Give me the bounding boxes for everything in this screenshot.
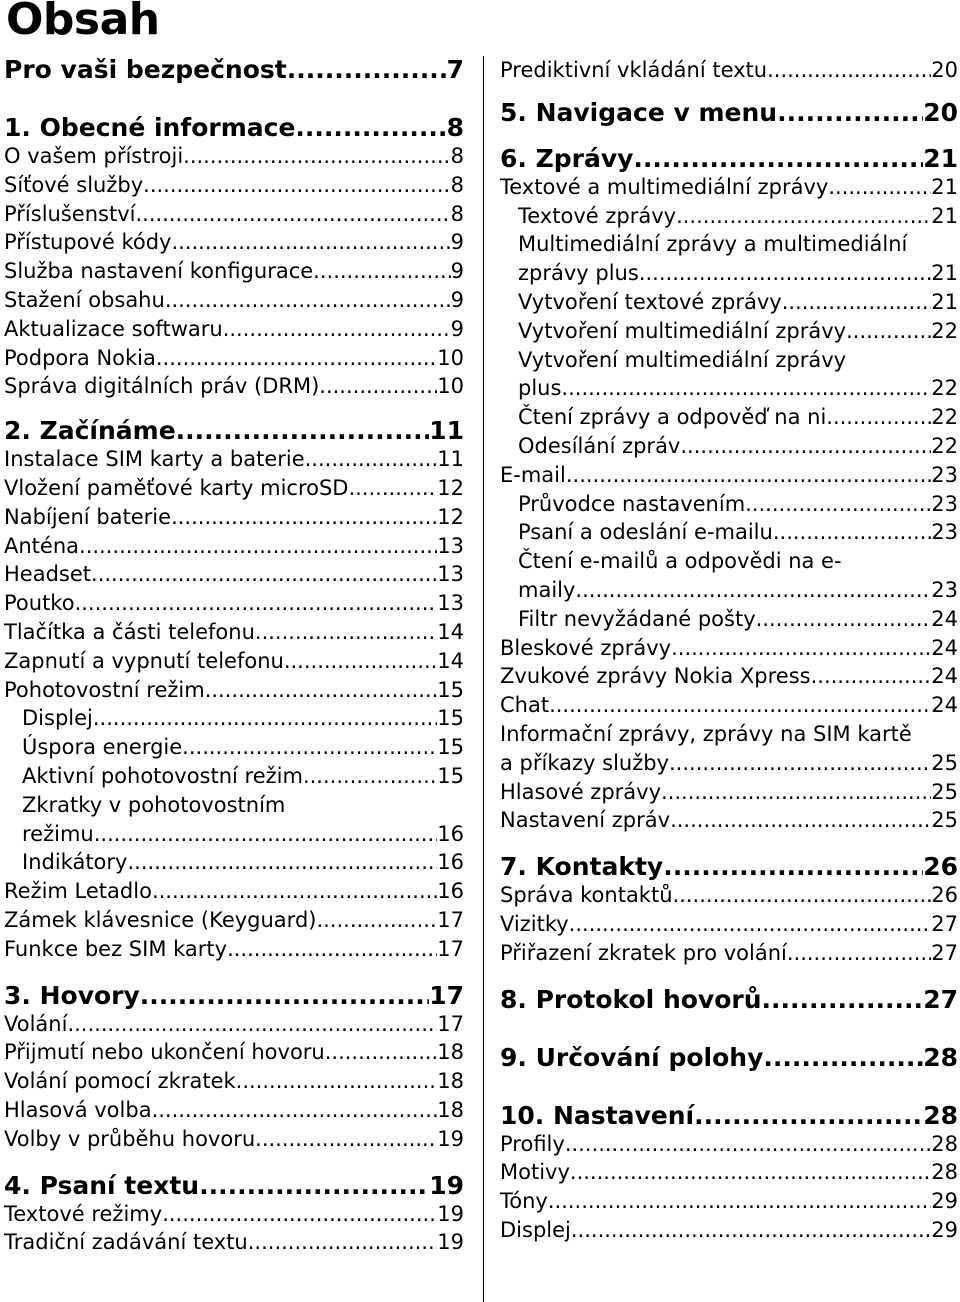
toc-entry-label: Přijmutí nebo ukončení hovoru	[4, 1040, 325, 1065]
dot-leader	[826, 403, 931, 432]
toc-entry[interactable]	[500, 806, 958, 835]
toc-page-number: 25	[931, 808, 958, 833]
dot-leader	[745, 490, 931, 519]
toc-entry[interactable]	[500, 374, 958, 403]
toc-page-number: 20	[931, 58, 958, 82]
toc-page-number: 27	[931, 940, 958, 965]
dot-leader	[152, 1096, 438, 1125]
toc-entry[interactable]	[4, 474, 464, 503]
toc-entry-label-line: Multimediální zprávy a multimediální	[518, 232, 908, 257]
page-title: Obsah	[6, 0, 160, 45]
toc-page-number: 20	[923, 98, 958, 127]
toc-page-number: 21	[931, 174, 958, 199]
toc-entry-label: Indikátory	[22, 850, 128, 875]
toc-page-number: 29	[931, 1189, 958, 1214]
toc-entry-label: Chat	[500, 693, 550, 718]
toc-page-number: 15	[437, 706, 464, 731]
toc-entry-label: Přiřazení zkratek pro volání	[500, 940, 787, 965]
dot-leader	[248, 1228, 438, 1257]
toc-column-left	[4, 56, 464, 1257]
toc-entry[interactable]	[4, 315, 464, 344]
toc-page-number: 8	[446, 114, 464, 142]
dot-leader	[316, 906, 437, 935]
dot-leader	[661, 778, 931, 807]
toc-entry[interactable]	[4, 762, 464, 791]
dot-leader	[673, 881, 932, 910]
toc-page-number: 8	[450, 172, 464, 197]
toc-page-number: 16	[437, 821, 464, 846]
toc-entry[interactable]	[4, 733, 464, 762]
dot-leader	[767, 56, 931, 85]
toc-page-number: 9	[450, 259, 464, 284]
toc-entry[interactable]	[4, 848, 464, 877]
dot-leader	[756, 605, 932, 634]
dot-leader	[165, 286, 451, 315]
dot-leader	[236, 1067, 438, 1096]
toc-entry-label: Správa digitálních práv (DRM)	[4, 374, 320, 399]
dot-leader	[127, 848, 437, 877]
dot-leader	[787, 939, 931, 968]
dot-leader	[566, 461, 931, 490]
toc-entry[interactable]	[4, 1125, 464, 1154]
toc-entry-label: Volby v průběhu hovoru	[4, 1126, 256, 1151]
toc-entry[interactable]	[500, 259, 958, 288]
toc-page-number: 19	[437, 1201, 464, 1226]
toc-entry-label: 5. Navigace v menu	[500, 98, 778, 127]
toc-entry[interactable]	[500, 910, 958, 939]
toc-page-number: 14	[437, 648, 464, 673]
toc-page-number: 24	[931, 693, 958, 718]
toc-page-number: 26	[931, 883, 958, 908]
toc-entry-label: Aktualizace softwaru	[4, 316, 223, 341]
toc-entry-label: Tóny	[500, 1189, 548, 1214]
toc-entry[interactable]	[500, 288, 958, 317]
toc-entry[interactable]	[4, 1200, 464, 1229]
toc-entry-label: Správa kontaktů	[500, 883, 673, 908]
toc-entry-label: 10. Nastavení	[500, 1101, 695, 1130]
toc-entry-label: 1. Obecné informace	[4, 114, 296, 142]
toc-page-number: 12	[437, 504, 464, 529]
toc-page-number: 13	[437, 562, 464, 587]
toc-page-number: 15	[437, 763, 464, 788]
toc-entry-label: 7. Kontakty	[500, 853, 664, 882]
dot-leader	[171, 503, 437, 532]
dot-leader	[670, 806, 931, 835]
toc-entry-label: Tradiční zadávání textu	[4, 1230, 248, 1255]
toc-section-heading[interactable]	[500, 1102, 958, 1130]
toc-entry-label: Pohotovostní režim	[4, 677, 205, 702]
toc-page-number: 28	[931, 1131, 958, 1156]
toc-entry-label: Zámek klávesnice (Keyguard)	[4, 907, 317, 932]
toc-page-number: 11	[437, 447, 464, 472]
toc-page-number: 17	[429, 981, 464, 1010]
toc-entry-label: Psaní a odeslání e-mailu	[518, 520, 773, 545]
toc-entry-label: Služba nastavení konfigurace	[4, 259, 314, 284]
toc-entry-label: Textové zprávy	[518, 203, 677, 228]
toc-section-heading[interactable]	[4, 417, 464, 445]
toc-entry-label: 9. Určování polohy	[500, 1043, 764, 1072]
toc-page-number: 19	[437, 1230, 464, 1255]
toc-entry-label: Funkce bez SIM karty	[4, 936, 228, 961]
toc-entry[interactable]	[4, 171, 464, 200]
toc-page-number: 23	[931, 491, 958, 516]
toc-entry[interactable]	[4, 1067, 464, 1096]
toc-entry-label: Filtr nevyžádané pošty	[518, 606, 756, 631]
toc-entry-label: Prediktivní vkládání textu	[500, 58, 768, 82]
toc-page-number: 18	[437, 1040, 464, 1065]
dot-leader	[171, 228, 450, 257]
toc-page-number: 7	[446, 56, 464, 84]
toc-page-number: 16	[437, 850, 464, 875]
dot-leader	[569, 910, 932, 939]
toc-page-number: 8	[450, 201, 464, 226]
dot-leader	[93, 704, 437, 733]
dot-leader	[67, 1010, 437, 1039]
toc-entry-label: režimu	[22, 821, 94, 846]
toc-page-number: 24	[931, 664, 958, 689]
toc-page-number: 16	[437, 879, 464, 904]
toc-entry-label: Textové a multimediální zprávy	[500, 174, 829, 199]
toc-entry[interactable]	[4, 1228, 464, 1257]
toc-entry-label: E-mail	[500, 462, 566, 487]
toc-page-number: 22	[931, 405, 958, 430]
toc-entry[interactable]	[500, 939, 958, 968]
dot-leader	[182, 733, 437, 762]
toc-entry[interactable]	[4, 445, 464, 474]
toc-page-number: 13	[437, 591, 464, 616]
toc-entry-label: Profily	[500, 1131, 565, 1156]
toc-entry-label-line: Informační zprávy, zprávy na SIM kartě	[500, 721, 912, 746]
toc-page-number: 21	[931, 289, 958, 314]
toc-page-number: 17	[437, 936, 464, 961]
toc-page-number: 11	[429, 417, 464, 446]
toc-entry-label: Vizitky	[500, 911, 569, 936]
toc-page-number: 17	[437, 1011, 464, 1036]
toc-page-number: 15	[437, 677, 464, 702]
toc-entry-label: 6. Zprávy	[500, 144, 634, 173]
toc-entry[interactable]	[500, 173, 958, 202]
toc-entry-label: Hlasové zprávy	[500, 779, 662, 804]
toc-page-number: 15	[437, 735, 464, 760]
toc-page-number: 21	[931, 203, 958, 228]
toc-page-number: 23	[931, 520, 958, 545]
toc-page-number: 9	[450, 287, 464, 312]
toc-page-number: 23	[931, 462, 958, 487]
toc-entry-label: Instalace SIM karty a baterie	[4, 447, 305, 472]
toc-page-number: 22	[931, 376, 958, 401]
dot-leader	[94, 820, 438, 849]
toc-page-number: 19	[437, 1126, 464, 1151]
toc-section-heading[interactable]	[500, 145, 958, 173]
toc-entry[interactable]	[4, 142, 464, 171]
toc-entry-label: Displej	[22, 706, 93, 731]
toc-entry-label: 2. Začínáme	[4, 417, 176, 446]
dot-leader	[763, 1044, 923, 1072]
toc-entry-label: 8. Protokol hovorů	[500, 985, 762, 1014]
toc-entry-label: Displej	[500, 1217, 571, 1242]
dot-leader	[639, 259, 931, 288]
toc-entry-label: Zapnutí a vypnutí telefonu	[4, 648, 284, 673]
toc-entry-label: Podpora Nokia	[4, 345, 156, 370]
toc-entry[interactable]	[4, 532, 464, 561]
toc-entry[interactable]	[4, 618, 464, 647]
toc-entry[interactable]	[500, 662, 958, 691]
dot-leader	[313, 257, 450, 286]
toc-page-number: 24	[931, 635, 958, 660]
dot-leader	[156, 344, 437, 373]
dot-leader	[305, 445, 438, 474]
toc-page-number: 21	[923, 144, 958, 173]
dot-leader	[575, 576, 931, 605]
toc-entry-label: Úspora energie	[22, 735, 183, 760]
toc-entry-label: Vložení paměťové karty microSD	[4, 475, 349, 500]
toc-entry-label: a příkazy služby	[500, 750, 669, 775]
toc-entry-label-line: Zkratky v pohotovostním	[22, 792, 286, 817]
dot-leader	[663, 853, 923, 881]
toc-entry-label: Motivy	[500, 1160, 570, 1185]
toc-section-heading[interactable]	[500, 853, 958, 881]
toc-entry-label: Volání pomocí zkratek	[4, 1069, 236, 1094]
toc-page-number: 9	[450, 230, 464, 255]
dot-leader	[183, 142, 450, 171]
toc-entry[interactable]	[500, 490, 958, 519]
dot-leader	[561, 374, 931, 403]
toc-page-number: 28	[931, 1160, 958, 1185]
toc-entry[interactable]	[500, 576, 958, 605]
toc-entry[interactable]	[4, 503, 464, 532]
toc-entry[interactable]	[500, 1216, 958, 1245]
toc-page-number: 10	[437, 345, 464, 370]
column-divider	[483, 56, 484, 1302]
toc-entry[interactable]	[500, 1187, 958, 1216]
dot-leader	[671, 634, 931, 663]
dot-leader	[152, 877, 437, 906]
toc-page-number: 25	[931, 750, 958, 775]
toc-page-number: 28	[923, 1101, 958, 1130]
dot-leader	[782, 288, 932, 317]
toc-entry-label: Přístupové kódy	[4, 230, 172, 255]
toc-entry-label: Nabíjení baterie	[4, 504, 172, 529]
toc-page-number: 9	[450, 316, 464, 341]
dot-leader	[669, 749, 931, 778]
toc-section-heading[interactable]	[4, 114, 464, 142]
toc-page-number: 8	[450, 144, 464, 168]
toc-entry-label: Zvukové zprávy Nokia Xpress	[500, 664, 811, 689]
dot-leader	[348, 474, 437, 503]
toc-entry[interactable]	[4, 372, 464, 401]
toc-entry-label: Síťové služby	[4, 172, 144, 197]
toc-page-number: 23	[931, 577, 958, 602]
toc-entry-label: O vašem přístroji	[4, 144, 184, 168]
dot-leader	[694, 1102, 923, 1130]
dot-leader	[325, 1038, 438, 1067]
dot-leader	[846, 317, 931, 346]
toc-section-heading[interactable]	[4, 1172, 464, 1200]
toc-entry-label: Režim Letadlo	[4, 879, 152, 904]
toc-entry-label: Vytvoření multimediální zprávy	[518, 318, 847, 343]
dot-leader	[255, 618, 437, 647]
toc-entry-label: Tlačítka a části telefonu	[4, 619, 255, 644]
toc-section-heading[interactable]	[4, 982, 464, 1010]
dot-leader	[633, 145, 923, 173]
toc-entry[interactable]	[500, 461, 958, 490]
toc-page-number: 27	[923, 985, 958, 1014]
dot-leader	[162, 1200, 437, 1229]
toc-entry-label: Příslušenství	[4, 201, 136, 226]
toc-entry-label: Volání	[4, 1011, 68, 1036]
dot-leader	[777, 99, 923, 127]
dot-leader	[135, 200, 450, 229]
dot-leader	[205, 676, 438, 705]
dot-leader	[570, 1158, 931, 1187]
toc-page-number: 21	[931, 261, 958, 286]
toc-entry-label: Hlasová volba	[4, 1097, 152, 1122]
dot-leader	[549, 691, 931, 720]
dot-leader	[75, 589, 438, 618]
dot-leader	[319, 372, 437, 401]
toc-entry[interactable]	[4, 877, 464, 906]
toc-entry[interactable]	[500, 605, 958, 634]
toc-entry[interactable]	[500, 403, 958, 432]
dot-leader	[227, 935, 437, 964]
toc-entry[interactable]	[500, 778, 958, 807]
toc-entry[interactable]	[4, 257, 464, 286]
toc-entry[interactable]	[4, 286, 464, 315]
toc-entry-label: Čtení zprávy a odpověď na ni	[518, 405, 827, 430]
toc-entry[interactable]	[4, 704, 464, 733]
toc-entry-label: Vytvoření textové zprávy	[518, 289, 782, 314]
toc-entry[interactable]	[500, 317, 958, 346]
dot-leader	[223, 315, 451, 344]
toc-entry[interactable]	[4, 676, 464, 705]
toc-entry[interactable]	[4, 935, 464, 964]
dot-leader	[762, 986, 924, 1014]
toc-entry-label: Aktivní pohotovostní režim	[22, 763, 303, 788]
toc-entry-label-line: Vytvoření multimediální zprávy	[518, 347, 847, 372]
toc-entry[interactable]	[4, 1096, 464, 1125]
toc-column-right	[500, 56, 958, 1245]
toc-entry[interactable]	[4, 820, 464, 849]
toc-entry[interactable]	[500, 881, 958, 910]
toc-entry-label: Anténa	[4, 533, 80, 558]
toc-entry[interactable]	[500, 518, 958, 547]
toc-entry[interactable]	[4, 589, 464, 618]
dot-leader	[255, 1125, 437, 1154]
toc-page-number: 27	[931, 911, 958, 936]
toc-entry[interactable]	[4, 906, 464, 935]
toc-page-number: 10	[437, 374, 464, 399]
toc-page-number: 25	[931, 779, 958, 804]
dot-leader	[140, 982, 429, 1010]
toc-entry-label-line: Čtení e-mailů a odpovědi na e-	[518, 549, 842, 574]
dot-leader	[680, 432, 931, 461]
dot-leader	[565, 1130, 931, 1159]
toc-page-number: 17	[437, 907, 464, 932]
toc-page-number: 28	[923, 1043, 958, 1072]
toc-entry[interactable]	[4, 1010, 464, 1039]
toc-entry-label: Stažení obsahu	[4, 287, 165, 312]
toc-page-number: 22	[931, 318, 958, 343]
toc-page-number: 26	[923, 853, 958, 882]
toc-page-number: 29	[931, 1217, 958, 1242]
toc-entry-label: Headset	[4, 562, 92, 587]
toc-page-number: 19	[429, 1171, 464, 1200]
dot-leader	[811, 662, 932, 691]
dot-leader	[199, 1172, 429, 1200]
toc-page-number: 18	[437, 1069, 464, 1094]
toc-entry-label: Bleskové zprávy	[500, 635, 672, 660]
toc-entry[interactable]	[500, 56, 958, 85]
toc-entry[interactable]	[4, 647, 464, 676]
toc-page-number: 12	[437, 475, 464, 500]
toc-entry[interactable]	[500, 1130, 958, 1159]
toc-entry-label: maily	[518, 577, 576, 602]
toc-entry[interactable]	[500, 1158, 958, 1187]
toc-section-heading[interactable]	[4, 56, 464, 84]
toc-page-number: 22	[931, 433, 958, 458]
dot-leader	[91, 560, 437, 589]
toc-entry[interactable]	[500, 691, 958, 720]
toc-entry-label: Textové režimy	[4, 1201, 163, 1226]
toc-entry-label: plus	[518, 376, 562, 401]
toc-entry-label: Průvodce nastavením	[518, 491, 746, 516]
toc-page-number: 14	[437, 619, 464, 644]
toc-entry[interactable]	[4, 560, 464, 589]
toc-entry[interactable]	[500, 432, 958, 461]
dot-leader	[143, 171, 450, 200]
toc-entry-label: Pro vaši bezpečnost	[4, 56, 287, 84]
dot-leader	[295, 114, 446, 142]
toc-page-number: 13	[437, 533, 464, 558]
toc-entry-label: 3. Hovory	[4, 981, 140, 1010]
dot-leader	[828, 173, 931, 202]
toc-entry-label: zprávy plus	[518, 261, 639, 286]
dot-leader	[571, 1216, 931, 1245]
dot-leader	[287, 56, 447, 84]
dot-leader	[773, 518, 931, 547]
toc-entry[interactable]	[4, 228, 464, 257]
toc-entry-label: Nastavení zpráv	[500, 808, 671, 833]
dot-leader	[176, 417, 430, 445]
dot-leader	[284, 647, 437, 676]
toc-entry[interactable]	[4, 200, 464, 229]
toc-entry[interactable]	[500, 634, 958, 663]
dot-leader	[676, 202, 931, 231]
dot-leader	[79, 532, 437, 561]
toc-entry[interactable]	[500, 202, 958, 231]
toc-page-number: 18	[437, 1097, 464, 1122]
toc-entry-label: Odesílání zpráv	[518, 433, 681, 458]
toc-section-heading[interactable]	[500, 986, 958, 1014]
toc-entry[interactable]	[4, 344, 464, 373]
toc-section-heading[interactable]	[500, 99, 958, 127]
toc-section-heading[interactable]	[500, 1044, 958, 1072]
toc-entry-label: 4. Psaní textu	[4, 1171, 200, 1200]
toc-entry[interactable]	[4, 1038, 464, 1067]
dot-leader	[548, 1187, 931, 1216]
toc-entry[interactable]	[500, 749, 958, 778]
toc-page-number: 24	[931, 606, 958, 631]
dot-leader	[303, 762, 437, 791]
toc-entry-label: Poutko	[4, 591, 75, 616]
